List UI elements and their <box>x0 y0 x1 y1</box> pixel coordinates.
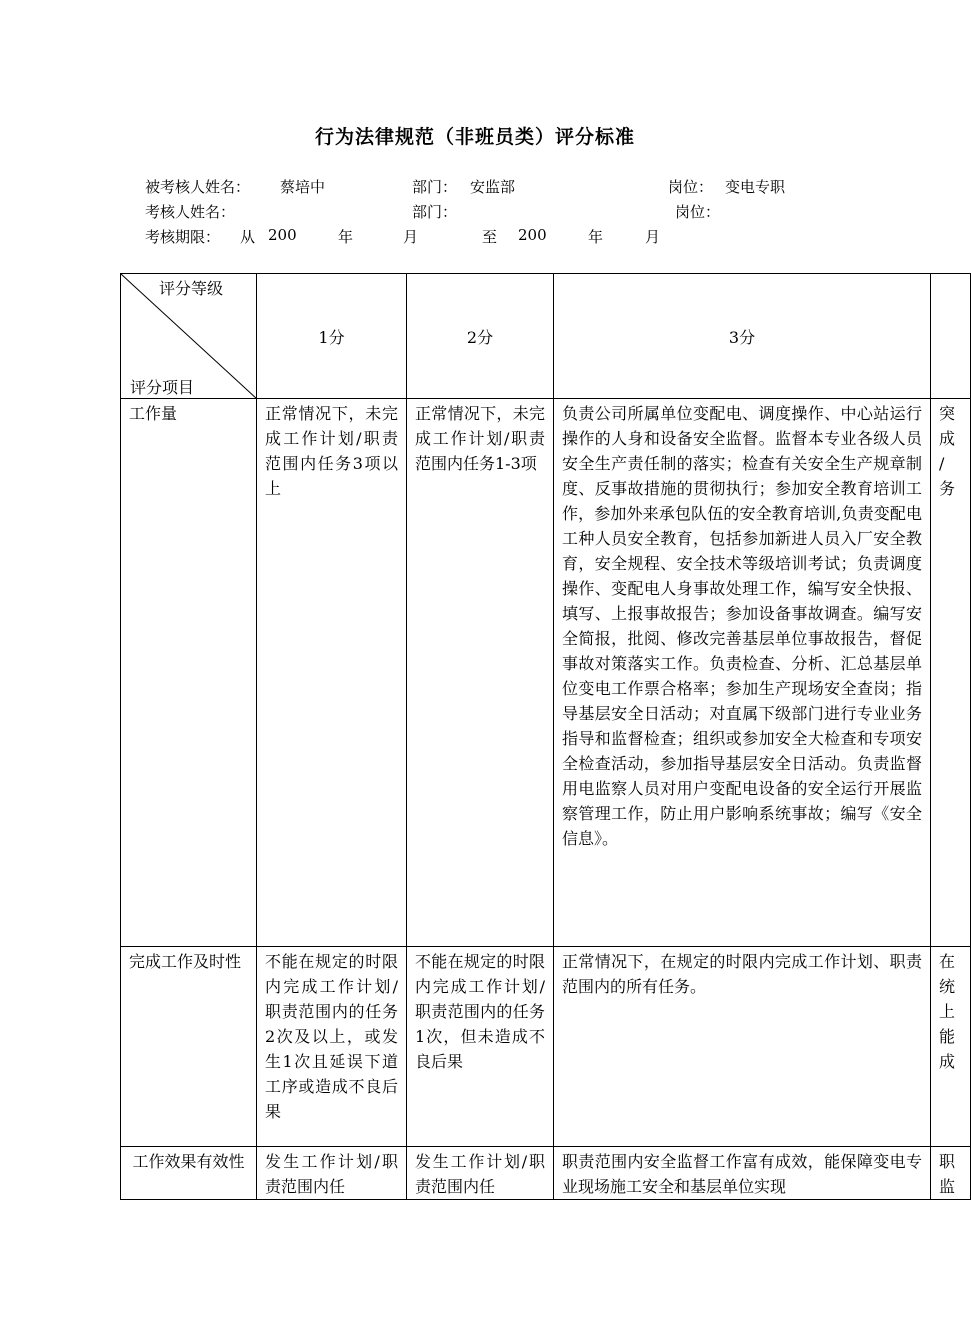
row-score-2-text: 正常情况下，未完成工作计划/职责范围内任务1-3项 <box>407 399 554 947</box>
row-score-1-text: 不能在规定的时限内完成工作计划/职责范围内的任务2次及以上，或发生1次且延误下道工序或造成不良后果 <box>257 947 407 1147</box>
header-corner-cell <box>121 274 257 399</box>
period-month-char-1: 月 <box>403 228 419 246</box>
period-year-char-1: 年 <box>338 228 354 246</box>
examinee-name-value: 蔡培中 <box>280 178 326 196</box>
header-score-4-cut <box>931 274 971 399</box>
row-score-4-text: 职 监 <box>931 1147 971 1200</box>
period-year-end: 200 <box>518 226 547 244</box>
examinee-post-value: 变电专职 <box>725 178 786 196</box>
examinee-post-label: 岗位： <box>668 178 714 196</box>
row-score-3-text: 职责范围内安全监督工作富有成效，能保障变电专业现场施工安全和基层单位实现 <box>554 1147 931 1200</box>
table-row <box>121 947 971 1147</box>
row-item-label: 工作效果有效性 <box>121 1147 257 1200</box>
period-month-char-2: 月 <box>645 228 661 246</box>
scoring-table <box>120 273 971 1200</box>
row-score-3-text: 正常情况下，在规定的时限内完成工作计划、职责范围内的所有任务。 <box>554 947 931 1147</box>
examinee-name-label: 被考核人姓名： <box>145 178 251 196</box>
header-evaluation-item-label: 评分项目 <box>130 378 195 397</box>
table-header-row <box>121 274 971 399</box>
row-score-4-text: 在 统 上 能 成 <box>931 947 971 1147</box>
row-score-1-text: 正常情况下，未完成工作计划/职责范围内任务3项以上 <box>257 399 407 947</box>
period-from: 从 <box>240 228 256 246</box>
header-score-3: 3分 <box>554 274 931 399</box>
row-score-2-text: 发生工作计划/职责范围内任 <box>407 1147 554 1200</box>
row-score-2-text: 不能在规定的时限内完成工作计划/职责范围内的任务1次，但未造成不良后果 <box>407 947 554 1147</box>
table-row <box>121 399 971 947</box>
period-year-char-2: 年 <box>588 228 604 246</box>
header-rating-level-label: 评分等级 <box>159 279 224 298</box>
table-row <box>121 1147 971 1200</box>
header-score-2: 2分 <box>407 274 554 399</box>
examinee-dept-value: 安监部 <box>470 178 516 196</box>
examiner-name-label: 考核人姓名： <box>145 203 236 221</box>
period-label: 考核期限： <box>145 228 221 246</box>
row-score-1-text: 发生工作计划/职责范围内任 <box>257 1147 407 1200</box>
header-score-1: 1分 <box>257 274 407 399</box>
page-title: 行为法律规范（非班员类）评分标准 <box>314 126 635 148</box>
row-score-4-text: 突 成 / 务 <box>931 399 971 947</box>
row-item-label: 工作量 <box>121 399 257 947</box>
period-year-start: 200 <box>268 226 297 244</box>
examiner-post-label: 岗位： <box>675 203 721 221</box>
period-to: 至 <box>482 228 498 246</box>
row-score-3-text: 负责公司所属单位变配电、调度操作、中心站运行操作的人身和设备安全监督。监督本专业各级人员安全生产责任制的落实；检查有关安全生产规章制度、反事故措施的贯彻执行；参加安全教育培训工作，参加外来承包队伍的安全教育培训,负责变配电工种人员安全教育，包括参加新进人员入厂安全教育，安全规程、安全技术等级培训考试；负责调度操作、变配电人身事故处理工作，编写安全快报、填写、上报事故报告；参加设备事故调查。编写安全简报，批阅、修改完善基层单位事故报告，督促事故对策落实工作。负责检查、分析、汇总基层单位变电工作票合格率；参加生产现场安全查岗；指导基层安全日活动；对直属下级部门进行专业业务指导和监督检查；组织或参加安全大检查和专项安全检查活动，参加指导基层安全日活动。负责监督用电监察人员对用户变配电设备的安全运行开展监察管理工作，防止用户影响系统事故；编写《安全信息》。 <box>554 399 931 947</box>
row-item-label: 完成工作及时性 <box>121 947 257 1147</box>
examiner-dept-label: 部门： <box>412 203 458 221</box>
examinee-dept-label: 部门： <box>412 178 458 196</box>
